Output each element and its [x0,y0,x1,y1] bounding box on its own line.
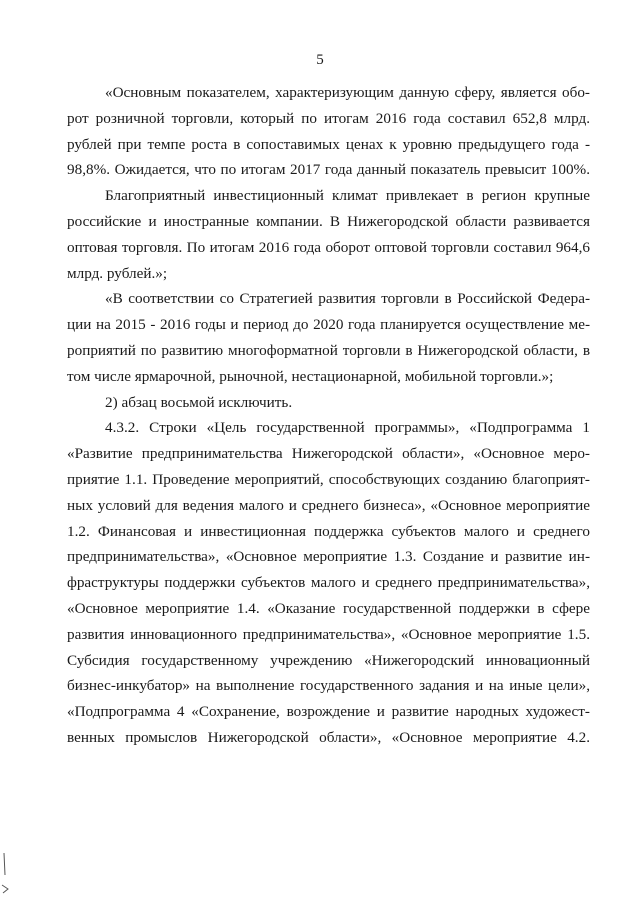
text-line: оптовая торговля. По итогам 2016 года оборот оптовой торговли составил 964,6 [67,238,590,256]
text-line: российские и иностранные компании. В Нижегородской области развивается [67,212,590,230]
text-line: «В соответствии со Стратегией развития торговли в Российской Федера- [105,290,590,308]
document-body [67,80,590,751]
text-line: ных условий для ведения малого и среднего бизнеса», «Основное мероприятие [67,496,590,514]
text-line: Субсидия государственному учреждению «Нижегородский инновационный [67,651,590,669]
text-line: «Подпрограмма 4 «Сохранение, возрождение и развитие народных художест- [67,703,590,721]
page-number: 5 [316,52,324,68]
text-line: приятие 1.1. Проведение мероприятий, способствующих созданию благоприят- [67,470,590,488]
text-line: бизнес-инкубатор» на выполнение государственного задания и на иные цели», [67,677,590,695]
text-line: роприятий по развитию многоформатной торговли в Нижегородской области, в [67,341,590,359]
text-line: предпринимательства», «Основное мероприятие 1.3. Создание и развитие ин- [67,548,590,566]
text-line: рублей при темпе роста в сопоставимых ценах к уровню предыдущего года - [67,135,590,153]
text-line: «Основное мероприятие 1.4. «Оказание государственной поддержки в сфере [67,599,590,617]
text-line: «Развитие предпринимательства Нижегородской области», «Основное меро- [67,445,590,463]
text-line: 2) абзац восьмой исключить. [105,393,293,411]
text-line: «Основным показателем, характеризующим данную сферу, является обо- [105,84,590,101]
text-line: том числе ярмарочной, рыночной, нестационарной, мобильной торговли.»; [67,367,554,385]
text-line: 4.3.2. Строки «Цель государственной программы», «Подпрограмма 1 [105,419,590,437]
text-line: рот розничной торговли, который по итогам 2016 года составил 652,8 млрд. [67,109,590,127]
text-line: Благоприятный инвестиционный климат привлекает в регион крупные [105,187,590,205]
text-line: млрд. рублей.»; [67,264,168,282]
text-line: ции на 2015 - 2016 годы и период до 2020 года планируется осуществление ме- [67,316,590,334]
text-line: венных промыслов Нижегородской области», «Основное мероприятие 4.2. [67,728,590,746]
text-line: 98,8%. Ожидается, что по итогам 2017 года данный показатель превысит 100%. [67,161,590,179]
margin-scan-marks [0,845,40,905]
text-line: развития инновационного предпринимательства», «Основное мероприятие 1.5. [67,625,590,643]
text-line: 1.2. Финансовая и инвестиционная поддержка субъектов малого и среднего [67,522,590,540]
text-line: фраструктуры поддержки субъектов малого и среднего предпринимательства», [67,574,590,592]
